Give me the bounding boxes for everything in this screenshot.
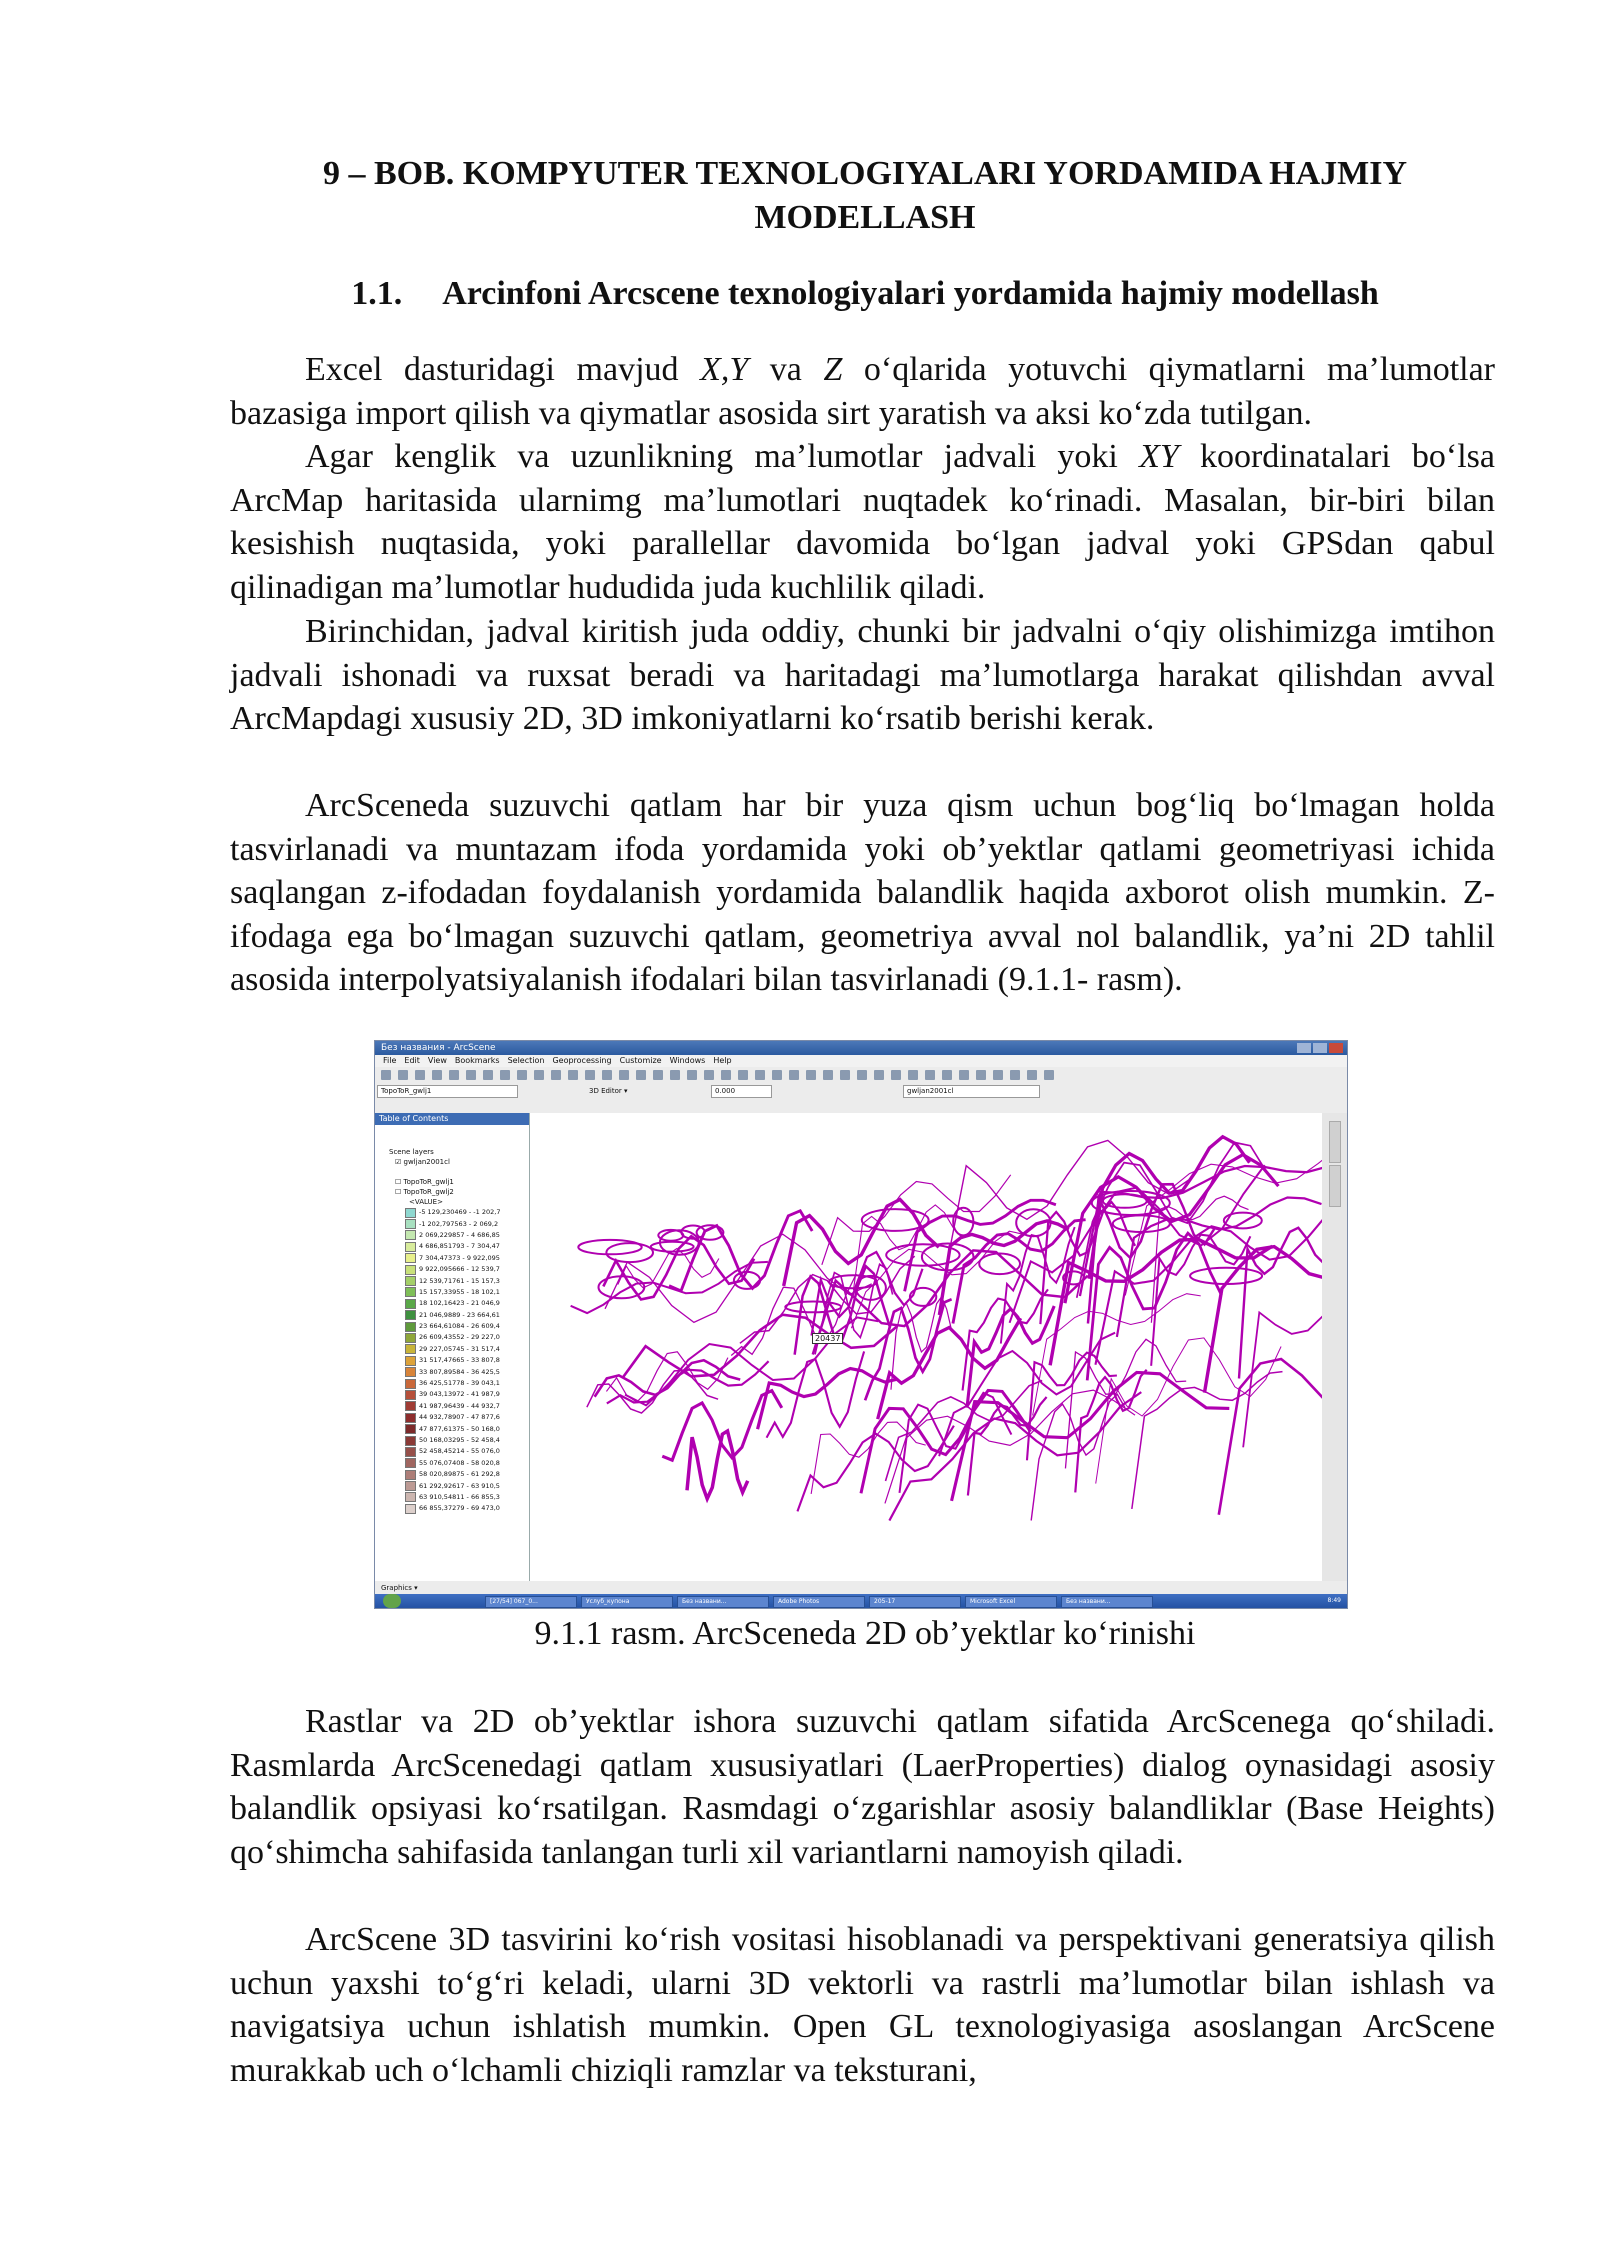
contour-map bbox=[530, 1113, 1322, 1581]
toolbar-button[interactable] bbox=[500, 1070, 510, 1080]
menu-item-help[interactable]: Help bbox=[713, 1056, 732, 1065]
toolbar-button[interactable] bbox=[772, 1070, 782, 1080]
toolbar-button[interactable] bbox=[755, 1070, 765, 1080]
legend-swatch bbox=[405, 1436, 416, 1446]
legend-row bbox=[375, 1241, 529, 1252]
legend-row bbox=[375, 1435, 529, 1446]
legend-swatch bbox=[405, 1458, 416, 1468]
toolbar-button[interactable] bbox=[942, 1070, 952, 1080]
menu-item-bookmarks[interactable]: Bookmarks bbox=[454, 1056, 500, 1065]
toolbar-button[interactable] bbox=[1010, 1070, 1020, 1080]
legend-swatch bbox=[405, 1401, 416, 1411]
legend-label: 44 932,78907 - 47 877,6 bbox=[419, 1413, 500, 1422]
arcscene-screenshot bbox=[374, 1040, 1348, 1609]
legend-row bbox=[375, 1355, 529, 1366]
legend-row bbox=[375, 1503, 529, 1514]
paragraph-5 bbox=[230, 1700, 1495, 1874]
legend-swatch bbox=[405, 1356, 416, 1366]
legend-swatch bbox=[405, 1413, 416, 1423]
toolbar-button[interactable] bbox=[466, 1070, 476, 1080]
taskbar-item[interactable]: Adobe Photos bbox=[773, 1596, 865, 1608]
toolbar-button[interactable] bbox=[602, 1070, 612, 1080]
legend-label: 29 227,05745 - 31 517,4 bbox=[419, 1344, 500, 1353]
legend-label: 33 807,89584 - 36 425,5 bbox=[419, 1367, 500, 1376]
editor-value-field[interactable]: 0.000 bbox=[711, 1085, 772, 1098]
toolbar-button[interactable] bbox=[398, 1070, 408, 1080]
taskbar-clock: 8:49 bbox=[1327, 1597, 1341, 1604]
toolbar-button[interactable] bbox=[483, 1070, 493, 1080]
toolbar-button[interactable] bbox=[1044, 1070, 1054, 1080]
toolbar-button[interactable] bbox=[1027, 1070, 1037, 1080]
menu-item-customize[interactable]: Customize bbox=[619, 1056, 662, 1065]
legend-label: 4 686,851793 - 7 304,47 bbox=[419, 1242, 500, 1251]
layer-select[interactable]: TopoToR_gwlj1 bbox=[377, 1085, 518, 1098]
legend-swatch bbox=[405, 1242, 416, 1252]
legend-label: -5 129,230469 - -1 202,7 bbox=[419, 1208, 501, 1217]
legend-swatch bbox=[405, 1481, 416, 1491]
paragraph-3-text: Birinchidan, jadval kiritish juda oddiy, chunki bir jadvalni o‘qiy olishimizga imtihon jadvali ishonadi va ruxsat beradi va haritadagi ma’lumotlarga harakat qilishdan avval ArcMapdagi xususiy 2D, 3D imkoniyatlarni ko‘rsatib berishi kerak. bbox=[230, 613, 1495, 738]
menu-item-edit[interactable]: Edit bbox=[404, 1056, 420, 1065]
legend-swatch bbox=[405, 1276, 416, 1286]
legend-swatch bbox=[405, 1379, 416, 1389]
toolbar-button[interactable] bbox=[449, 1070, 459, 1080]
contour-ring bbox=[599, 1276, 645, 1298]
legend-swatch bbox=[405, 1470, 416, 1480]
paragraph-4 bbox=[230, 784, 1495, 1002]
legend-row bbox=[375, 1412, 529, 1423]
legend-swatch bbox=[405, 1367, 416, 1377]
legend-label: 2 069,229857 - 4 686,85 bbox=[419, 1230, 500, 1239]
window-titlebar bbox=[375, 1041, 1347, 1055]
legend-row bbox=[375, 1446, 529, 1457]
toolbar-button[interactable] bbox=[959, 1070, 969, 1080]
legend-row bbox=[375, 1332, 529, 1343]
toolbar-button[interactable] bbox=[993, 1070, 1003, 1080]
contour-line bbox=[1151, 1235, 1250, 1366]
legend-row bbox=[375, 1401, 529, 1412]
catalog-tab[interactable] bbox=[1329, 1121, 1341, 1163]
paragraph-1-text-a: Excel dasturidagi mavjud bbox=[305, 351, 701, 388]
legend-label: -1 202,797563 - 2 069,2 bbox=[419, 1219, 499, 1228]
toolbar-button[interactable] bbox=[517, 1070, 527, 1080]
legend-swatch bbox=[405, 1322, 416, 1332]
toolbar-button[interactable] bbox=[925, 1070, 935, 1080]
legend-label: 18 102,16423 - 21 046,9 bbox=[419, 1299, 500, 1308]
paragraph-6 bbox=[230, 1918, 1495, 2092]
menu-item-geoprocessing[interactable]: Geoprocessing bbox=[552, 1056, 612, 1065]
legend-label: 58 020,89875 - 61 292,8 bbox=[419, 1470, 500, 1479]
toc-layer-topo1-label: TopoToR_gwlj1 bbox=[403, 1178, 454, 1186]
legend-label: 31 517,47665 - 33 807,8 bbox=[419, 1356, 500, 1365]
legend-label: 55 076,07408 - 58 020,8 bbox=[419, 1458, 500, 1467]
paragraph-1-xy: X,Y bbox=[700, 351, 749, 388]
toolbar-button[interactable] bbox=[738, 1070, 748, 1080]
legend-row bbox=[375, 1344, 529, 1355]
legend-row bbox=[375, 1378, 529, 1389]
chapter-heading-line2: MODELLASH bbox=[754, 199, 976, 236]
legend-label: 12 539,71761 - 15 157,3 bbox=[419, 1276, 500, 1285]
contour-line bbox=[905, 1200, 1056, 1291]
contour-line bbox=[797, 1426, 953, 1512]
paragraph-2-text-b: koordinatalari bo‘lsa ArcMap haritasida ularnimg ma’lumotlari nuqtadek ko‘rinadi. Masalan, bir-biri bilan kesishish nuqtasida, yoki parallellar davomida bo‘lgan jadval yoki GPSdan qabul qilinadigan ma’lumotlar hududida juda kuchlilik qiladi. bbox=[230, 438, 1496, 606]
taskbar-item[interactable]: Без названи... bbox=[1061, 1596, 1153, 1608]
legend-row bbox=[375, 1264, 529, 1275]
toc-value-label: <VALUE> bbox=[409, 1198, 443, 1206]
legend-swatch bbox=[405, 1447, 416, 1457]
toolbar-button[interactable] bbox=[381, 1070, 391, 1080]
graphics-toolbar bbox=[375, 1581, 1348, 1595]
toolbar-button[interactable] bbox=[432, 1070, 442, 1080]
toolbar-button[interactable] bbox=[551, 1070, 561, 1080]
paragraph-1-text-c: o‘qlarida yotuvchi qiymatlarni ma’lumotlar bazasiga import qilish va qiymatlar asosida sirt yaratish va aksi ko‘zda tutilgan. bbox=[230, 351, 1496, 432]
contour-line bbox=[687, 1431, 748, 1499]
toolbar-button[interactable] bbox=[704, 1070, 714, 1080]
toc-scene-layers: Scene layers bbox=[389, 1148, 434, 1156]
legend-label: 47 877,61375 - 50 168,0 bbox=[419, 1424, 500, 1433]
paragraph-2-text-a: Agar kenglik va uzunlikning ma’lumotlar jadvali yoki bbox=[305, 438, 1140, 475]
legend-swatch bbox=[405, 1219, 416, 1229]
paragraph-1 bbox=[230, 348, 1495, 435]
toolbar-button[interactable] bbox=[415, 1070, 425, 1080]
contour-line bbox=[1132, 1372, 1283, 1509]
graphics-menu[interactable]: Graphics ▾ bbox=[381, 1584, 418, 1592]
toc-layer-gwljan[interactable]: ☑ gwljan2001cl bbox=[395, 1158, 450, 1166]
contour-ring bbox=[1224, 1213, 1262, 1229]
toolbar-button[interactable] bbox=[840, 1070, 850, 1080]
legend-row bbox=[375, 1275, 529, 1286]
taskbar-item[interactable]: Без названи... bbox=[677, 1596, 769, 1608]
paragraph-1-text-b: va bbox=[748, 351, 824, 388]
legend-list bbox=[375, 1207, 529, 1515]
legend-label: 26 609,43552 - 29 227,0 bbox=[419, 1333, 500, 1342]
toolbar-button[interactable] bbox=[976, 1070, 986, 1080]
toolbar-button[interactable] bbox=[585, 1070, 595, 1080]
legend-row bbox=[375, 1458, 529, 1469]
toolbar-button[interactable] bbox=[534, 1070, 544, 1080]
toolbar-button[interactable] bbox=[874, 1070, 884, 1080]
legend-label: 61 292,92617 - 63 910,5 bbox=[419, 1481, 500, 1490]
paragraph-5-text: Rastlar va 2D ob’yektlar ishora suzuvchi qatlam sifatida ArcScenega qo‘shiladi. Rasmlarda ArcScenedagi qatlam xususiyatlari (LaerProperties) dialog oynasidagi asosiy balandlik opsiyasi ko‘rsatilgan. Rasmdagi o‘zgarishlar asosiy balandliklar (Base Heights) qo‘shimcha sahifasida tanlangan turli xil variantlarni namoyish qiladi. bbox=[230, 1703, 1495, 1871]
legend-label: 15 157,33955 - 18 102,1 bbox=[419, 1287, 500, 1296]
legend-label: 21 046,9889 - 23 664,61 bbox=[419, 1310, 500, 1319]
toolbar-button[interactable] bbox=[891, 1070, 901, 1080]
menu-bar bbox=[375, 1055, 1347, 1067]
legend-swatch bbox=[405, 1504, 416, 1514]
taskbar-item[interactable]: Услуб_купона bbox=[581, 1596, 673, 1608]
layer-select-2[interactable]: gwljan2001cl bbox=[903, 1085, 1040, 1098]
legend-row bbox=[375, 1389, 529, 1400]
start-button[interactable] bbox=[383, 1594, 401, 1608]
legend-row bbox=[375, 1310, 529, 1321]
legend-swatch bbox=[405, 1230, 416, 1240]
scene-view[interactable] bbox=[530, 1113, 1322, 1581]
menu-item-file[interactable]: File bbox=[383, 1056, 397, 1065]
legend-label: 23 664,61084 - 26 609,4 bbox=[419, 1322, 500, 1331]
legend-label: 63 910,54811 - 66 855,3 bbox=[419, 1492, 500, 1501]
legend-row bbox=[375, 1492, 529, 1503]
legend-label: 9 922,095666 - 12 539,7 bbox=[419, 1265, 500, 1274]
taskbar-item[interactable]: 205-17 bbox=[869, 1596, 961, 1608]
close-icon[interactable] bbox=[1329, 1043, 1343, 1053]
legend-swatch bbox=[405, 1344, 416, 1354]
toolbar-button[interactable] bbox=[857, 1070, 867, 1080]
toolbar-button[interactable] bbox=[721, 1070, 731, 1080]
legend-row bbox=[375, 1230, 529, 1241]
contour-line bbox=[1040, 1202, 1135, 1324]
legend-label: 52 458,45214 - 55 076,0 bbox=[419, 1447, 500, 1456]
legend-row bbox=[375, 1366, 529, 1377]
toolbar-standard bbox=[375, 1067, 1347, 1084]
window-title: Без названия - ArcScene bbox=[381, 1043, 496, 1053]
menu-item-windows[interactable]: Windows bbox=[669, 1056, 706, 1065]
legend-swatch bbox=[405, 1310, 416, 1320]
paragraph-6-text: ArcScene 3D tasvirini ko‘rish vositasi hisoblanadi va perspektivani generatsiya qilish uchun yaxshi to‘g‘ri keladi, ularni 3D vektorli va rastrli ma’lumotlar bilan ishlash va navigatsiya uchun ishlatish mumkin. Open GL texnologiyasiga asoslangan ArcScene murakkab uch o‘lchamli chiziqli ramzlar va teksturani, bbox=[230, 1921, 1495, 2089]
menu-item-view[interactable]: View bbox=[427, 1056, 447, 1065]
toolbar-layers bbox=[375, 1083, 1347, 1100]
taskbar-item[interactable]: Microsoft Excel bbox=[965, 1596, 1057, 1608]
legend-swatch bbox=[405, 1287, 416, 1297]
window-buttons bbox=[1297, 1043, 1343, 1053]
legend-row bbox=[375, 1321, 529, 1332]
legend-row bbox=[375, 1207, 529, 1218]
toolbar-button[interactable] bbox=[636, 1070, 646, 1080]
legend-row bbox=[375, 1298, 529, 1309]
toc-layer-gwljan-label: gwljan2001cl bbox=[403, 1158, 450, 1166]
toc-layer-topo2-label: TopoToR_gwlj2 bbox=[403, 1188, 454, 1196]
map-label: 20437 bbox=[812, 1333, 843, 1344]
taskbar-item[interactable]: [27/54] 067_0... bbox=[485, 1596, 577, 1608]
right-dock bbox=[1322, 1113, 1347, 1581]
legend-swatch bbox=[405, 1390, 416, 1400]
legend-label: 36 425,51778 - 39 043,1 bbox=[419, 1379, 500, 1388]
maximize-icon[interactable] bbox=[1313, 1043, 1327, 1053]
toolbar-button[interactable] bbox=[670, 1070, 680, 1080]
legend-row bbox=[375, 1287, 529, 1298]
paragraph-3 bbox=[230, 610, 1495, 741]
section-number: 1.1. bbox=[351, 275, 403, 312]
legend-label: 7 304,47373 - 9 922,095 bbox=[419, 1253, 500, 1262]
legend-label: 41 987,96439 - 44 932,7 bbox=[419, 1401, 500, 1410]
paragraph-1-z: Z bbox=[823, 351, 843, 388]
toolbar-button[interactable] bbox=[908, 1070, 918, 1080]
chapter-heading-line1: 9 – BOB. KOMPYUTER TEXNOLOGIYALARI YORDAMIDA HAJMIY bbox=[323, 155, 1407, 192]
legend-swatch bbox=[405, 1299, 416, 1309]
legend-label: 66 855,37279 - 69 473,0 bbox=[419, 1504, 500, 1513]
contour-line bbox=[1080, 1166, 1322, 1296]
toolbar-button[interactable] bbox=[687, 1070, 697, 1080]
minimize-icon[interactable] bbox=[1297, 1043, 1311, 1053]
toc-layer-topo1[interactable]: ☐ TopoToR_gwlj1 bbox=[395, 1178, 454, 1186]
legend-swatch bbox=[405, 1253, 416, 1263]
legend-swatch bbox=[405, 1492, 416, 1502]
legend-label: 39 043,13972 - 41 987,9 bbox=[419, 1390, 500, 1399]
toolbar-button[interactable] bbox=[619, 1070, 629, 1080]
legend-row bbox=[375, 1218, 529, 1229]
legend-row bbox=[375, 1253, 529, 1264]
section-heading bbox=[230, 272, 1500, 316]
legend-label: 50 168,03295 - 52 458,4 bbox=[419, 1436, 500, 1444]
paragraph-4-text: ArcSceneda suzuvchi qatlam har bir yuza qism uchun bog‘liq bo‘lmagan holda tasvirlanadi va muntazam ifoda yordamida yoki ob’yektlar qatlami geometriyasi ichida saqlangan z-ifodadan foydalanish yordamida balandlik haqida axborot olish mumkin. Z- ifodaga ega bo‘lmagan suzuvchi qatlam, geometriya avval nol balandlik, ya’ni 2D tahlil asosida interpolyatsiyalanish ifodalari bilan tasvirlanadi (9.1.1- rasm). bbox=[230, 787, 1495, 999]
figure-caption: 9.1.1 rasm. ArcSceneda 2D ob’yektlar ko‘rinishi bbox=[534, 1615, 1196, 1652]
chapter-heading bbox=[230, 152, 1500, 240]
contour-ring bbox=[651, 1242, 694, 1252]
legend-swatch bbox=[405, 1333, 416, 1343]
table-of-contents bbox=[375, 1113, 530, 1581]
toolbar-button[interactable] bbox=[806, 1070, 816, 1080]
legend-row bbox=[375, 1480, 529, 1491]
toolbar-button[interactable] bbox=[568, 1070, 578, 1080]
toolbar-button[interactable] bbox=[823, 1070, 833, 1080]
search-tab[interactable] bbox=[1329, 1165, 1341, 1207]
windows-taskbar bbox=[375, 1594, 1347, 1608]
toc-title: Table of Contents bbox=[375, 1113, 529, 1125]
3d-editor-menu[interactable]: 3D Editor ▾ bbox=[585, 1085, 634, 1098]
toolbar-spacer bbox=[375, 1099, 1347, 1114]
toolbar-button[interactable] bbox=[653, 1070, 663, 1080]
legend-row bbox=[375, 1423, 529, 1434]
section-title: Arcinfoni Arcscene texnologiyalari yordamida hajmiy modellash bbox=[442, 275, 1379, 312]
toc-toolbar bbox=[375, 1125, 529, 1147]
legend-swatch bbox=[405, 1208, 416, 1218]
paragraph-2-xy: XY bbox=[1139, 438, 1179, 475]
legend-swatch bbox=[405, 1424, 416, 1434]
legend-row bbox=[375, 1469, 529, 1480]
contour-line bbox=[1243, 1288, 1322, 1448]
paragraph-2 bbox=[230, 435, 1495, 609]
toc-layer-topo2[interactable]: ☐ TopoToR_gwlj2 bbox=[395, 1188, 454, 1196]
legend-swatch bbox=[405, 1265, 416, 1275]
menu-item-selection[interactable]: Selection bbox=[507, 1056, 545, 1065]
contour-line bbox=[1219, 1333, 1322, 1515]
toolbar-button[interactable] bbox=[789, 1070, 799, 1080]
